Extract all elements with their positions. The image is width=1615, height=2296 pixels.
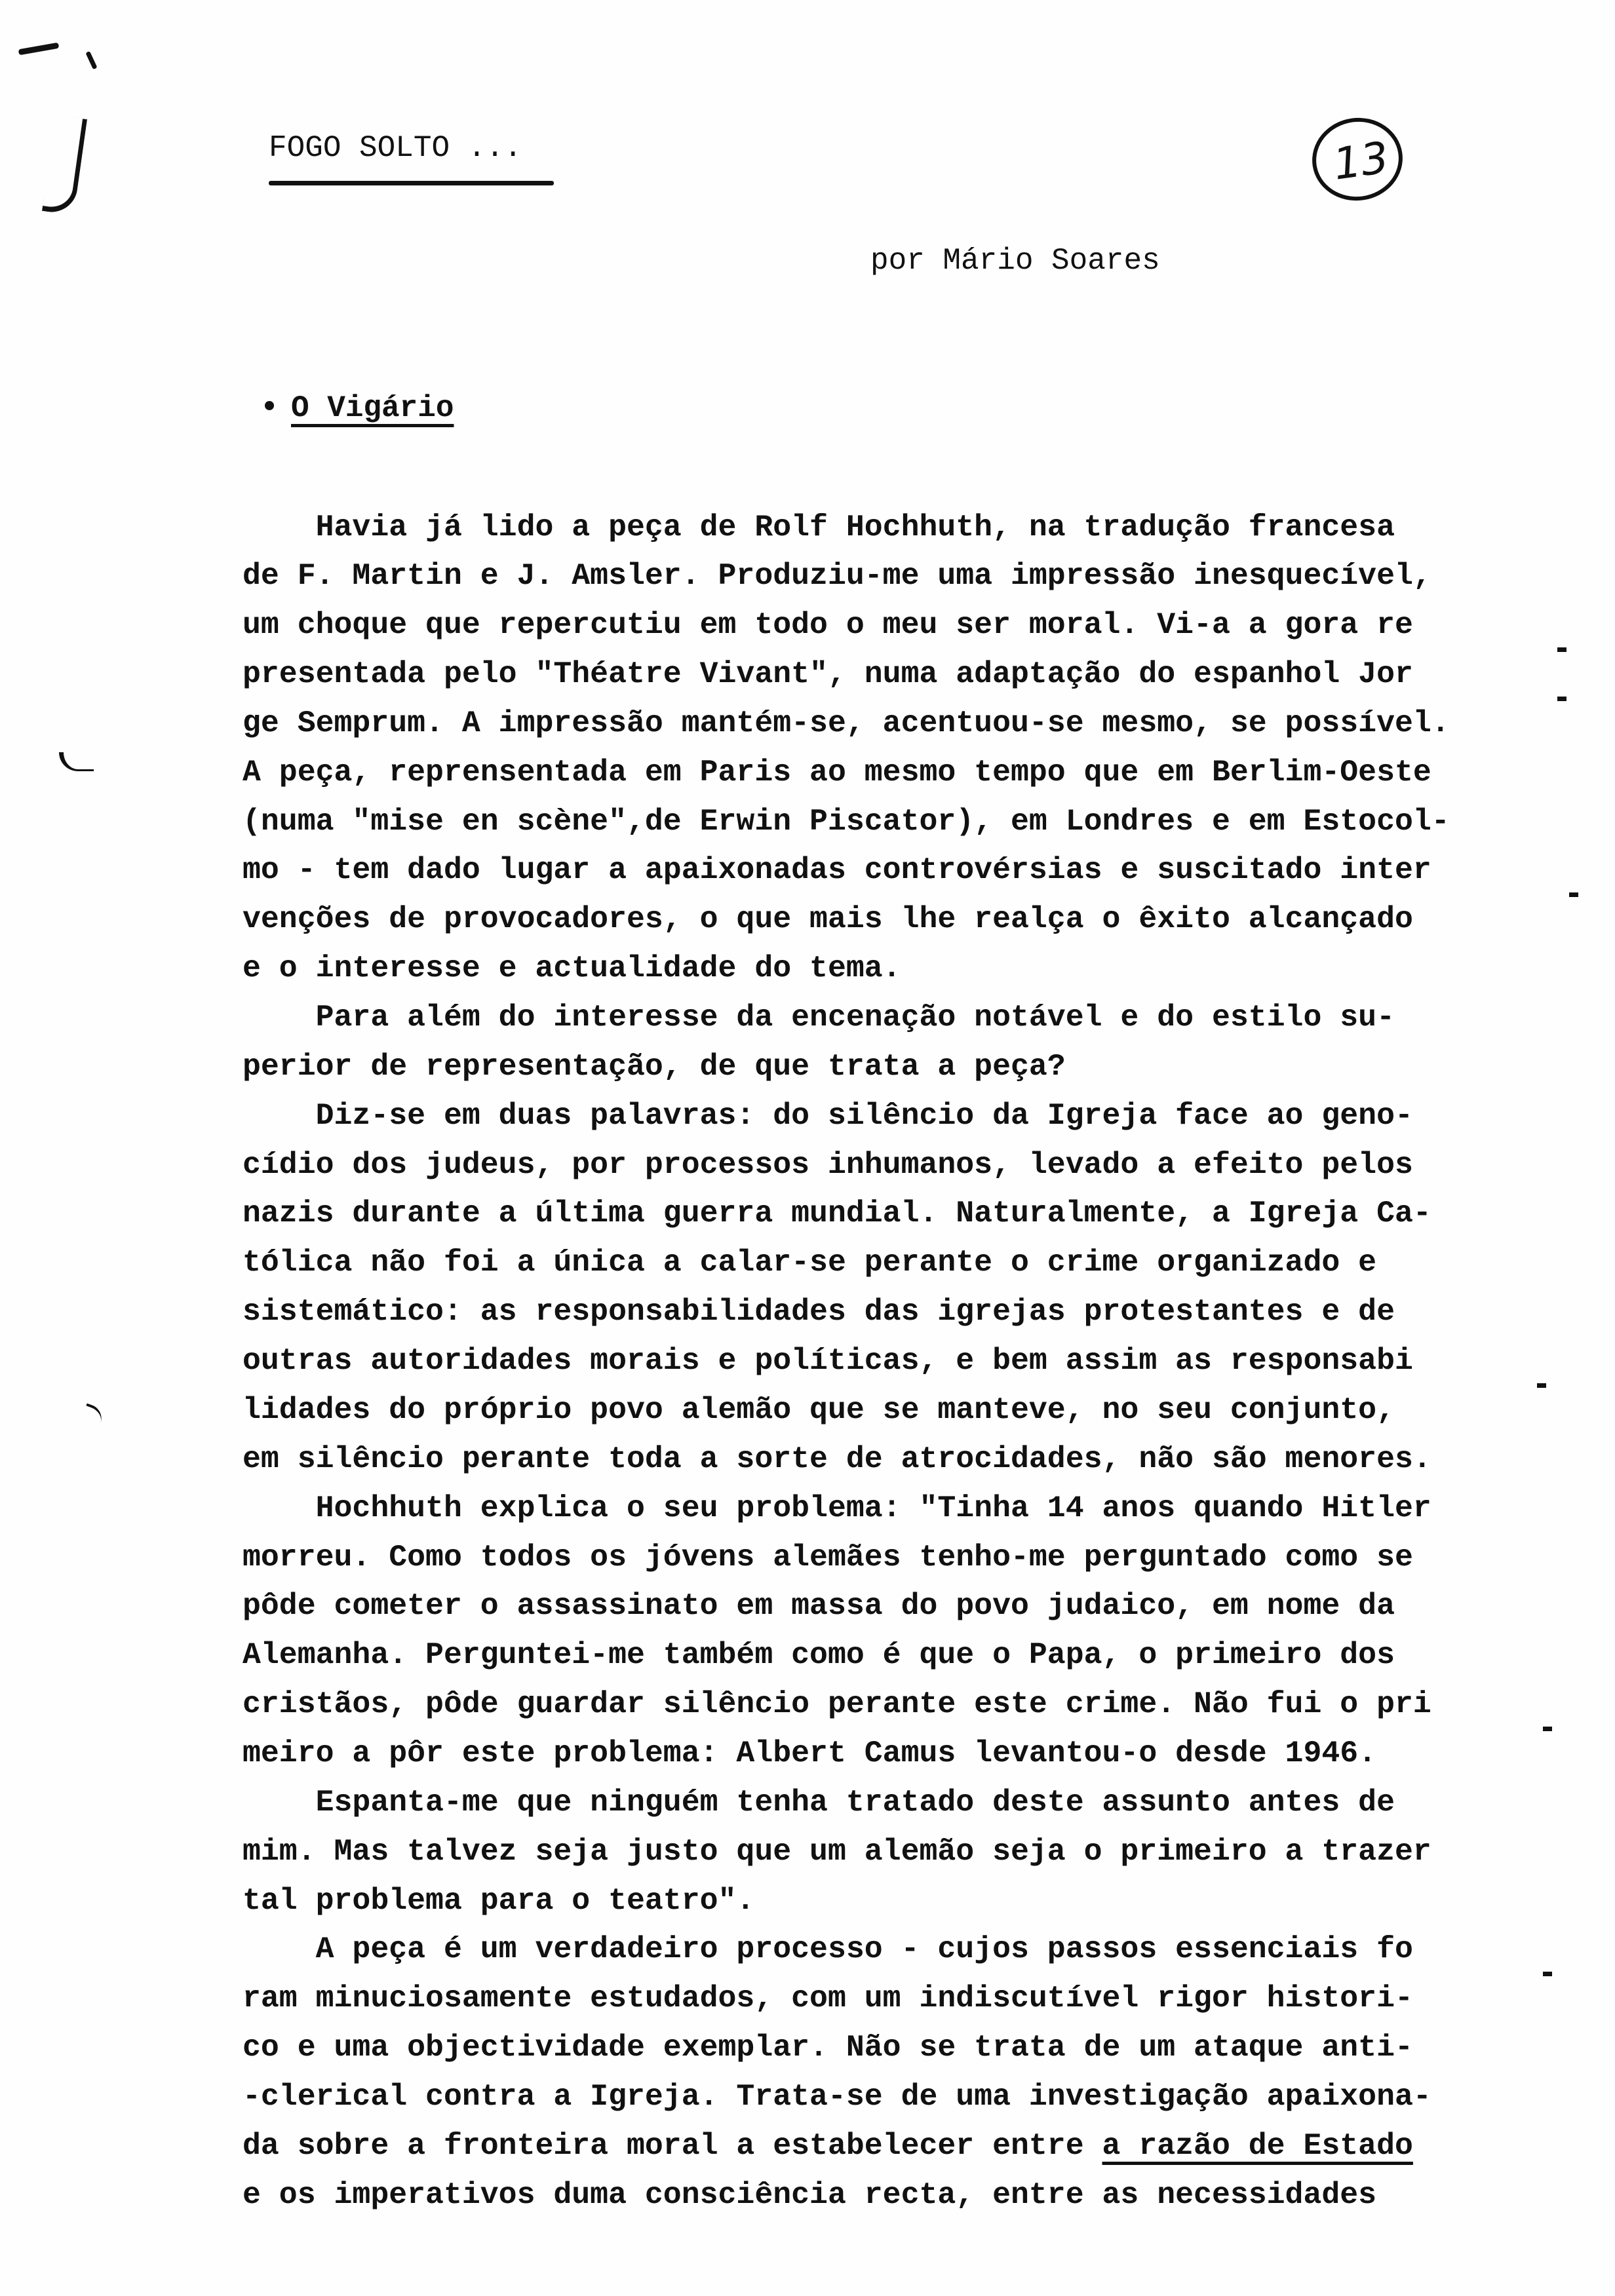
typewriter-mark — [1557, 647, 1566, 652]
handwritten-dash-mark — [18, 43, 60, 56]
text-line: Diz-se em duas palavras: do silêncio da Igreja face ao geno- — [243, 1098, 1413, 1133]
typewriter-mark — [1543, 1972, 1552, 1976]
text-line: A peça, reprensentada em Paris ao mesmo tempo que em Berlim-Oeste — [243, 755, 1431, 790]
text-line: Hochhuth explica o seu problema: "Tinha 14 anos quando Hitler — [243, 1491, 1431, 1525]
section-title: O Vigário — [291, 391, 454, 425]
column-title: FOGO SOLTO ... — [269, 131, 522, 165]
title-underline — [269, 181, 554, 185]
section-heading — [265, 391, 454, 425]
text-segment: da sobre a fronteira moral a estabelecer entre — [243, 2128, 1102, 2163]
handwritten-tick-mark — [85, 51, 97, 69]
text-line: Havia já lido a peça de Rolf Hochhuth, na tradução francesa — [243, 510, 1395, 545]
text-line: -clerical contra a Igreja. Trata-se de uma investigação apaixona- — [243, 2079, 1431, 2114]
text-line: pôde cometer o assassinato em massa do povo judaico, em nome da — [243, 1588, 1395, 1623]
text-line: nazis durante a última guerra mundial. Naturalmente, a Igreja Ca- — [243, 1196, 1431, 1231]
typewriter-mark — [1537, 1383, 1546, 1388]
text-line: co e uma objectividade exemplar. Não se trata de um ataque anti- — [243, 2030, 1413, 2065]
text-line: mim. Mas talvez seja justo que um alemão seja o primeiro a trazer — [243, 1834, 1431, 1869]
text-line — [243, 2126, 1413, 2166]
text-line: outras autoridades morais e políticas, e bem assim as responsabi — [243, 1343, 1413, 1378]
text-line: perior de representação, de que trata a peça? — [243, 1049, 1066, 1084]
handwritten-hook-mark — [42, 115, 87, 215]
page-number: 13 — [1330, 132, 1392, 190]
text-line: em silêncio perante toda a sorte de atrocidades, não são menores. — [243, 1442, 1431, 1476]
text-line: venções de provocadores, o que mais lhe realça o êxito alcançado — [243, 902, 1413, 936]
text-line: e o interesse e actualidade do tema. — [243, 951, 901, 985]
text-line: mo - tem dado lugar a apaixonadas controvérsias e suscitado inter — [243, 852, 1431, 887]
circled-page-number — [1307, 112, 1408, 206]
text-line: tólica não foi a única a calar-se perante o crime organizado e — [243, 1245, 1377, 1280]
text-line: lidades do próprio povo alemão que se manteve, no seu conjunto, — [243, 1392, 1395, 1427]
typewriter-mark — [1569, 892, 1578, 897]
text-line: e os imperativos duma consciência recta, entre as necessidades — [243, 2177, 1377, 2212]
text-line: tal problema para o teatro". — [243, 1883, 755, 1918]
underlined-phrase: a razão de Estado — [1102, 2128, 1413, 2163]
text-line: sistemático: as responsabilidades das igrejas protestantes e de — [243, 1294, 1395, 1329]
margin-arc-mark — [82, 1404, 106, 1424]
margin-arc-mark — [59, 752, 94, 771]
text-line: Alemanha. Perguntei-me também como é que o Papa, o primeiro dos — [243, 1637, 1395, 1672]
typewriter-mark — [1557, 697, 1566, 701]
text-line: meiro a pôr este problema: Albert Camus levantou-o desde 1946. — [243, 1736, 1377, 1770]
text-line: (numa "mise en scène",de Erwin Piscator), em Londres e em Estocol- — [243, 804, 1450, 839]
author-byline: por Mário Soares — [870, 244, 1160, 278]
text-line: ram minuciosamente estudados, com um indiscutível rigor histori- — [243, 1981, 1413, 2016]
text-line: de F. Martin e J. Amsler. Produziu-me uma impressão inesquecível, — [243, 558, 1431, 593]
text-line: presentada pelo "Théatre Vivant", numa adaptação do espanhol Jor — [243, 657, 1413, 691]
text-line: Para além do interesse da encenação notável e do estilo su- — [243, 1000, 1395, 1035]
text-line: cristãos, pôde guardar silêncio perante este crime. Não fui o pri — [243, 1687, 1431, 1721]
text-line: cídio dos judeus, por processos inhumanos, levado a efeito pelos — [243, 1147, 1413, 1182]
text-line: ge Semprum. A impressão mantém-se, acentuou-se mesmo, se possível. — [243, 706, 1450, 740]
text-line: morreu. Como todos os jóvens alemães tenho-me perguntado como se — [243, 1540, 1413, 1575]
bullet-icon — [265, 401, 274, 410]
text-line: A peça é um verdadeiro processo - cujos passos essenciais fo — [243, 1932, 1413, 1966]
text-line: Espanta-me que ninguém tenha tratado deste assunto antes de — [243, 1785, 1395, 1820]
typewriter-mark — [1543, 1727, 1552, 1731]
text-line: um choque que repercutiu em todo o meu ser moral. Vi-a a gora re — [243, 607, 1413, 642]
